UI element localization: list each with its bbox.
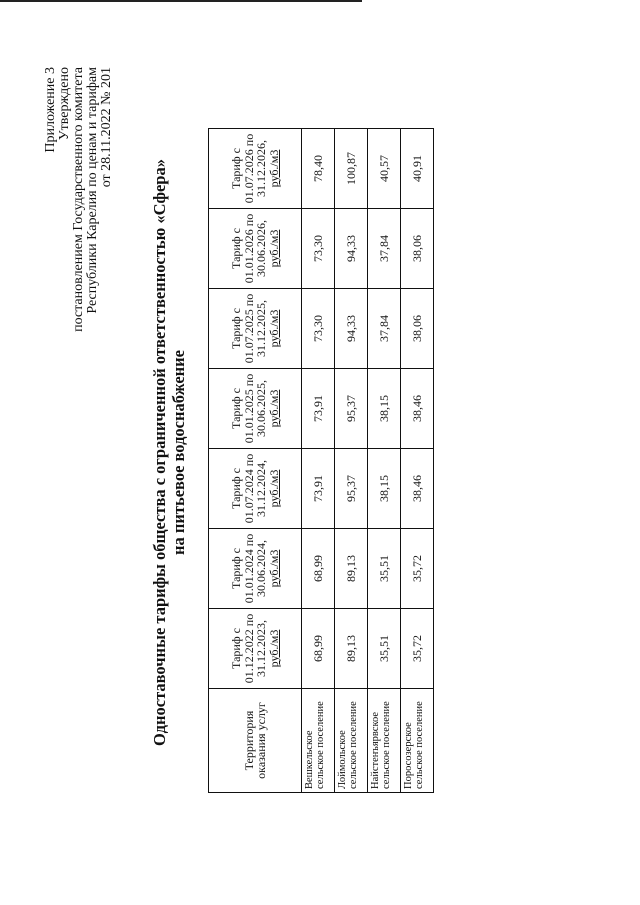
tariff-cell: 94,33 (335, 209, 368, 289)
tariff-header-l3: 30.06.2026, (254, 220, 268, 277)
tariff-header-l4: руб./м3 (266, 149, 281, 188)
tariff-header-l1: Тариф с (229, 548, 243, 589)
resolution-line: постановлением Государственного комитета (71, 67, 86, 332)
document-title (150, 0, 188, 905)
tariff-cell: 73,91 (302, 369, 335, 449)
tariff-header-l1: Тариф с (229, 468, 243, 509)
tariff-cell: 35,51 (368, 609, 401, 689)
tariff-column-header (209, 289, 302, 369)
tariff-header-l3: 31.12.2025, (254, 300, 268, 357)
tariff-column-header (209, 609, 302, 689)
tariff-header-l4: руб./м3 (266, 309, 281, 348)
approved-label: Утверждено (57, 67, 72, 141)
tariff-header-l3: 31.12.2024, (254, 460, 268, 517)
table-header-row (209, 129, 302, 793)
tariff-header-l2: 01.01.2024 по (241, 533, 256, 604)
tariff-cell: 37,84 (368, 209, 401, 289)
committee-line: Республики Карелия по ценам и тарифам (85, 67, 100, 314)
tariff-header-l1: Тариф с (229, 388, 243, 429)
tariff-cell: 40,91 (401, 129, 434, 209)
tariff-header-l2: 01.01.2025 по (241, 373, 256, 444)
area-cell: Поросозерское сельское поселение (401, 689, 434, 793)
tariff-column-header (209, 529, 302, 609)
tariff-header-l2: 01.07.2026 по (241, 133, 256, 204)
tariff-header-l4: руб./м3 (266, 389, 281, 428)
tariff-header-l2: 01.12.2022 по (241, 613, 256, 684)
tariff-cell: 35,72 (401, 609, 434, 689)
tariff-cell: 38,06 (401, 209, 434, 289)
resolution-date: от 28.11.2022 № 201 (99, 67, 114, 188)
title-line-1: Одноставочные тарифы общества с ограниченной ответственностью «Сфера» (150, 159, 169, 746)
table-row (401, 129, 434, 793)
tariff-header-l2: 01.07.2025 по (241, 293, 256, 364)
tariff-cell: 38,46 (401, 449, 434, 529)
tariff-cell: 95,37 (335, 369, 368, 449)
tariff-column-header (209, 449, 302, 529)
area-cell: Лоймольское сельское поселение (335, 689, 368, 793)
tariff-cell: 89,13 (335, 529, 368, 609)
tariff-header-l1: Тариф с (229, 228, 243, 269)
tariff-cell: 68,99 (302, 609, 335, 689)
tariff-cell: 89,13 (335, 609, 368, 689)
tariff-cell: 100,87 (335, 129, 368, 209)
tariff-header-l4: руб./м3 (266, 629, 281, 668)
table-row (302, 129, 335, 793)
area-column-header: Территория оказания услуг (209, 689, 302, 793)
tariff-column-header (209, 209, 302, 289)
tariff-cell: 37,84 (368, 289, 401, 369)
tariff-header-l3: 31.12.2023, (254, 620, 268, 677)
tariff-header-l3: 30.06.2025, (254, 380, 268, 437)
tariff-table (208, 128, 434, 793)
tariff-cell: 35,51 (368, 529, 401, 609)
table-row (335, 129, 368, 793)
tariff-header-l2: 01.07.2024 по (241, 453, 256, 524)
tariff-header-l2: 01.01.2026 по (241, 213, 256, 284)
tariff-header-l1: Тариф с (229, 148, 243, 189)
tariff-header-l3: 31.12.2026, (254, 140, 268, 197)
table-row (368, 129, 401, 793)
tariff-cell: 78,40 (302, 129, 335, 209)
tariff-header-l3: 30.06.2024, (254, 540, 268, 597)
tariff-cell: 73,91 (302, 449, 335, 529)
tariff-header-l4: руб./м3 (266, 229, 281, 268)
tariff-cell: 73,30 (302, 289, 335, 369)
appendix-number: Приложение 3 (43, 67, 58, 153)
tariff-cell: 73,30 (302, 209, 335, 289)
approval-block (44, 67, 114, 905)
tariff-cell: 35,72 (401, 529, 434, 609)
tariff-cell: 68,99 (302, 529, 335, 609)
tariff-cell: 95,37 (335, 449, 368, 529)
tariff-cell: 94,33 (335, 289, 368, 369)
area-cell: Вешкельское сельское поселение (302, 689, 335, 793)
tariff-column-header (209, 129, 302, 209)
tariff-cell: 38,06 (401, 289, 434, 369)
tariff-header-l4: руб./м3 (266, 469, 281, 508)
tariff-header-l4: руб./м3 (266, 549, 281, 588)
tariff-column-header (209, 369, 302, 449)
area-cell: Найстенъярвское сельское поселение (368, 689, 401, 793)
title-line-2: на питьевое водоснабжение (169, 349, 188, 556)
tariff-cell: 38,46 (401, 369, 434, 449)
tariff-cell: 40,57 (368, 129, 401, 209)
tariff-header-l1: Тариф с (229, 308, 243, 349)
tariff-cell: 38,15 (368, 449, 401, 529)
tariff-header-l1: Тариф с (229, 628, 243, 669)
tariff-cell: 38,15 (368, 369, 401, 449)
